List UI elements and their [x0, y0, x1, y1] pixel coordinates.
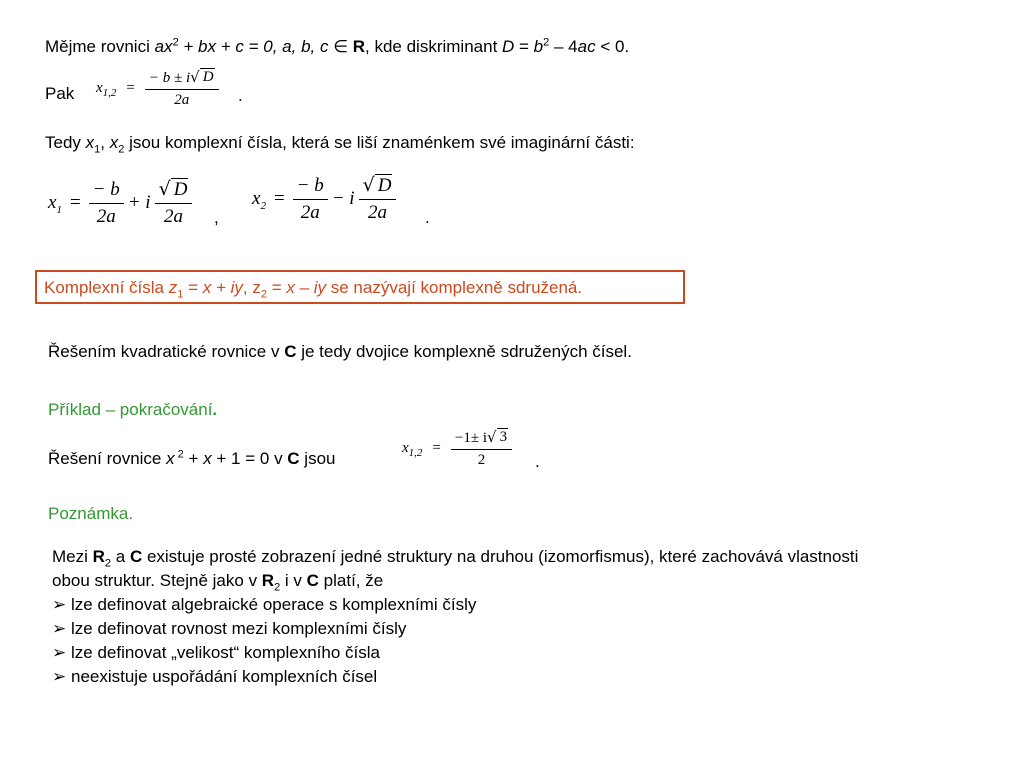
conclusion-line: Řešením kvadratické rovnice v C je tedy dvojice komplexně sdružených čísel. [48, 342, 632, 361]
pak-formula: $x_{1,2}$ = − b ± i √ D 2a [96, 68, 219, 109]
formula-dot: . [425, 208, 430, 227]
bullet-item: ➢ neexistuje uspořádání komplexních čísel [52, 667, 378, 686]
tedy-line: Tedy $x_1$, $x_2$ jsou komplexní čísla, která se liší znaménkem své imaginární části: [45, 133, 635, 156]
arrow-bullet-icon: ➢ [52, 667, 67, 686]
pak-label: Pak [45, 84, 75, 103]
arrow-bullet-icon: ➢ [52, 595, 67, 614]
formula-x2: $x_2$ = $\frac{- b}{2a}$ − i √ D 2a [252, 174, 396, 224]
pak-dot: . [238, 86, 243, 105]
note-paragraph: Mezi $R_2$ a C existuje prosté zobrazení jedné struktury na druhou (izomorfismus), které zachovává vlastnosti obou struktur. Stejně jako v $R_2$ i v C platí, že ➢ lze definovat algebraické operace s komplexními čísly ➢ lze definovat rovnost mezi komplexními čísly ➢ lze definovat „velikost“ komplexního čísla ➢ neexistuje uspořádání komplexních čísel [52, 545, 858, 689]
bullet-item: ➢ lze definovat „velikost“ komplexního čísla [52, 643, 380, 662]
example-dot: . [535, 452, 540, 471]
example-line: Řešení rovnice x $^2$ + x + 1 = 0 v C jsou [48, 448, 336, 468]
example-formula: $x_{1,2}$ = −1± i √ 3 2 [402, 428, 512, 469]
arrow-bullet-icon: ➢ [52, 643, 67, 662]
bullet-item: ➢ lze definovat rovnost mezi komplexními čísly [52, 619, 407, 638]
bullet-item: ➢ lze definovat algebraické operace s komplexními čísly [52, 595, 477, 614]
intro-line: Mějme rovnici $ax^2$ + bx + c = 0, a, b, c ∈ R, kde diskriminant $D = b^2 - 4ac < 0$. [45, 36, 630, 56]
formula-comma: , [214, 208, 219, 227]
pak-fraction: − b ± i √ D 2a [145, 68, 219, 109]
definition-text: Komplexní čísla $z_1 = x$ + iy, $z_2 = x$ – iy se nazývají komplexně sdružená. [44, 278, 583, 301]
example-heading: Příklad – pokračování. [48, 400, 218, 419]
formula-x1: $x_1$ = $\frac{- b}{2a}$ + i √ D 2a [48, 178, 192, 228]
note-heading: Poznámka. [48, 504, 134, 523]
arrow-bullet-icon: ➢ [52, 619, 67, 638]
